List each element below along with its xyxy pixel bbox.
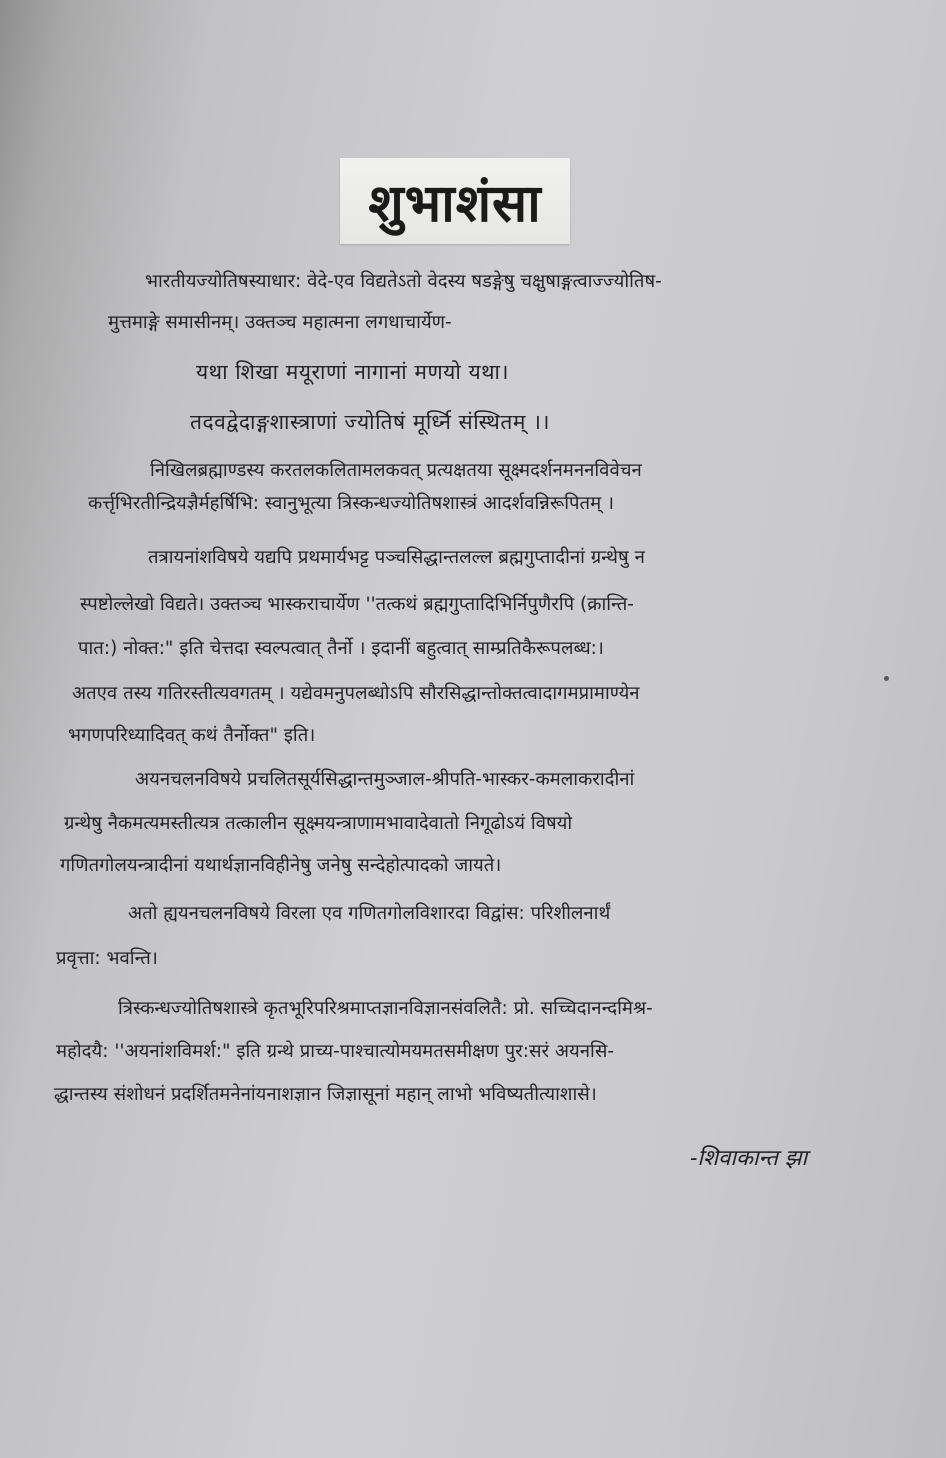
body-line-10: अतएव तस्य गतिरस्तीत्यवगतम् । यद्येवमनुपलब्धोऽपि सौरसिद्धान्तोक्तत्वादागमप्रामाण्येन [72,683,640,704]
body-line-15: अतो ह्ययनचलनविषये विरला एव गणितगोलविशारदा विद्वांस: परिशीलनार्थं [128,903,611,924]
body-line-2: मुत्तमाङ्गे समासीनम्। उक्तञ्च महात्मना लगधाचार्येण- [108,312,452,333]
body-line-12: अयनचलनविषये प्रचलितसूर्यसिद्धान्तमुञ्जाल-श्रीपति-भास्कर-कमलाकरादीनां [135,769,635,790]
body-line-13: ग्रन्थेषु नैकमत्यमस्तीत्यत्र तत्कालीन सूक्ष्मयन्त्राणामभावादेवातो निगूढोऽयं विषयो [64,813,573,834]
title-label-box [340,158,570,244]
verse-line-1: यथा शिखा मयूराणां नागानां मणयो यथा। [196,360,509,384]
body-line-7: तत्रायनांशविषये यद्यपि प्रथमार्यभट्ट पञ्चसिद्धान्तलल्ल ब्रह्मगुप्तादीनां ग्रन्थेषु न [148,547,645,568]
paper-speck [884,676,889,681]
page-title: शुभाशंसा [368,173,542,234]
body-line-19: द्धान्तस्य संशोधनं प्रदर्शितमनेनांयनाशज्ञान जिज्ञासूनां महान् लाभो भविष्यतीत्याशासे। [54,1084,597,1105]
body-line-16: प्रवृत्ता: भवन्ति। [56,948,158,969]
body-line-6: कर्त्तृभिरतीन्द्रियज्ञैर्महर्षिभि: स्वानुभूत्या त्रिस्कन्धज्योतिषशास्त्रं आदर्शवन्निरूपितम् । [88,493,615,514]
body-line-14: गणितगोलयन्त्रादीनां यथार्थज्ञानविहीनेषु जनेषु सन्देहोत्पादको जायते। [60,855,502,876]
body-line-1: भारतीयज्योतिषस्याधार: वेदे-एव विद्यतेऽतो वेदस्य षडङ्गेषु चक्षुषाङ्गत्वाज्ज्योतिष- [145,271,662,292]
verse-line-2: तदवद्वेदाङ्गशास्त्राणां ज्योतिषं मूर्ध्नि संस्थितम् ।। [190,410,550,434]
author-signature: -शिवाकान्त झा [690,1146,808,1171]
body-line-5: निखिलब्रह्माण्डस्य करतलकलितामलकवत् प्रत्यक्षतया सूक्ष्मदर्शनमननविवेचन [150,460,642,481]
body-line-11: भगणपरिध्यादिवत् कथं तैर्नोक्त" इति। [68,725,316,746]
body-line-18: महोदयै: ''अयनांशविमर्श:" इति ग्रन्थे प्राच्य-पाश्चात्योमयमतसमीक्षण पुर:सरं अयनसि- [56,1041,615,1062]
body-line-17: त्रिस्कन्धज्योतिषशास्त्रे कृतभूरिपरिश्रमाप्तज्ञानविज्ञानसंवलितै: प्रो. सच्चिदानन्दमिश्र- [118,998,653,1019]
body-line-9: पात:) नोक्त:" इति चेत्तदा स्वल्पत्वात् तैर्नो । इदानीं बहुत्वात् साम्प्रतिकैरूपलब्ध:। [78,638,604,659]
body-line-8: स्पष्टोल्लेखो विद्यते। उक्तञ्च भास्कराचार्येण ''तत्कथं ब्रह्मगुप्तादिभिर्निपुणैरपि (क्रान्ति- [80,594,634,615]
